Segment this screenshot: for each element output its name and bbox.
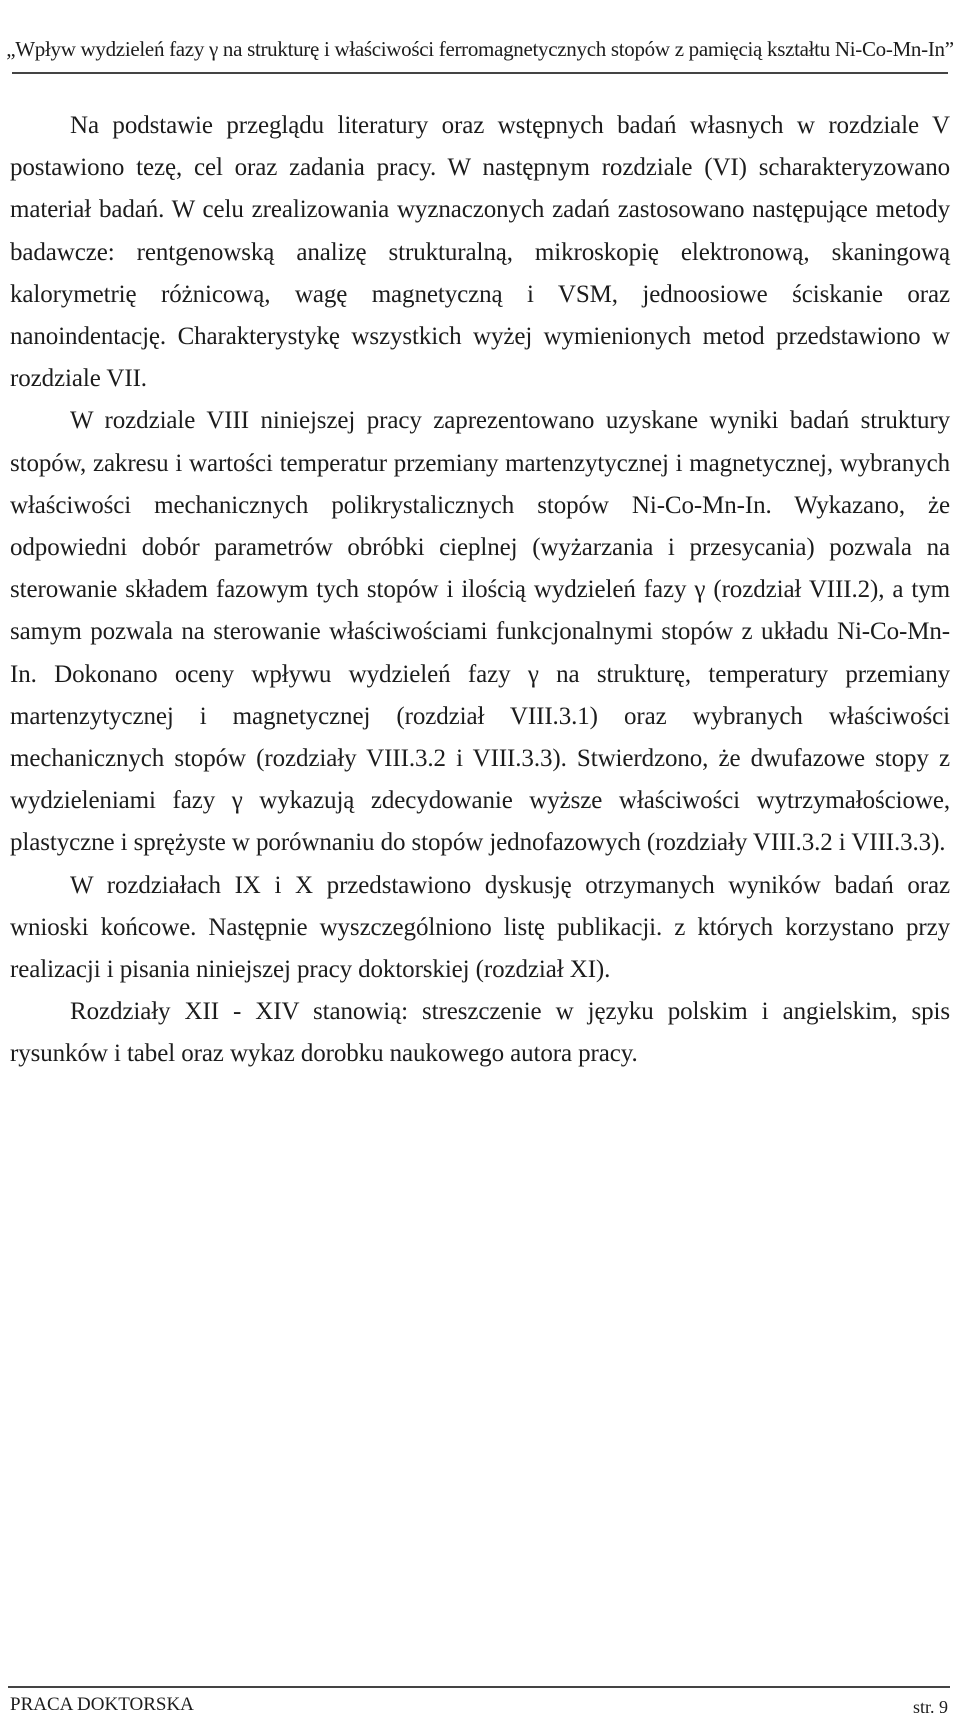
footer-divider [8, 1686, 950, 1688]
paragraph-3: W rozdziałach IX i X przedstawiono dyskusję otrzymanych wyników badań oraz wnioski końcowe. Następnie wyszczególniono listę publikacji. z których korzystano przy realizacji i pisania niniejszej pracy doktorskiej (rozdział XI). [10, 871, 950, 984]
paragraph-4: Rozdziały XII - XIV stanowią: streszczenie w języku polskim i angielskim, spis rysunków i tabel oraz wykaz dorobku naukowego autora pracy. [10, 998, 950, 1068]
footer-document-type: PRACA DOKTORSKA [10, 1694, 194, 1715]
paragraph-1: Na podstawie przeglądu literatury oraz wstępnych badań własnych w rozdziale V postawiono tezę, cel oraz zadania pracy. W następnym rozdziale (VI) scharakteryzowano materiał badań. W celu zrealizowania wyznaczonych zadań zastosowano następujące metody badawcze: rentgenowską analizę strukturalną, mikroskopię elektronową, skaningową kalorymetrię różnicową, wagę magnetyczną i VSM, jednoosiowe ściskanie oraz nanoindentację. Charakterystykę wszystkich wyżej wymienionych metod przedstawiono w rozdziale VII. [10, 112, 950, 393]
running-header: „Wpływ wydzieleń fazy γ na strukturę i właściwości ferromagnetycznych stopów z pamięcią kształtu Ni-Co-Mn-In” [6, 37, 954, 61]
body-text [10, 105, 950, 1076]
header-divider [12, 72, 948, 74]
paragraph-2: W rozdziale VIII niniejszej pracy zaprezentowano uzyskane wyniki badań struktury stopów, zakresu i wartości temperatur przemiany martenzytycznej i magnetycznej, wybranych właściwości mechanicznych polikrystalicznych stopów Ni-Co-Mn-In. Wykazano, że odpowiedni dobór parametrów obróbki cieplnej (wyżarzania i przesycania) pozwala na sterowanie składem fazowym tych stopów i ilością wydzieleń fazy γ (rozdział VIII.2), a tym samym pozwala na sterowanie właściwościami funkcjonalnymi stopów z układu Ni-Co-Mn-In. Dokonano oceny wpływu wydzieleń fazy γ na strukturę, temperatury przemiany martenzytycznej i magnetycznej (rozdział VIII.3.1) oraz wybranych właściwości mechanicznych stopów (rozdziały VIII.3.2 i VIII.3.3). Stwierdzono, że dwufazowe stopy z wydzieleniami fazy γ wykazują zdecydowanie wyższe właściwości wytrzymałościowe, plastyczne i sprężyste w porównaniu do stopów jednofazowych (rozdziały VIII.3.2 i VIII.3.3). [10, 407, 950, 857]
page-number: str. 9 [912, 1697, 948, 1717]
